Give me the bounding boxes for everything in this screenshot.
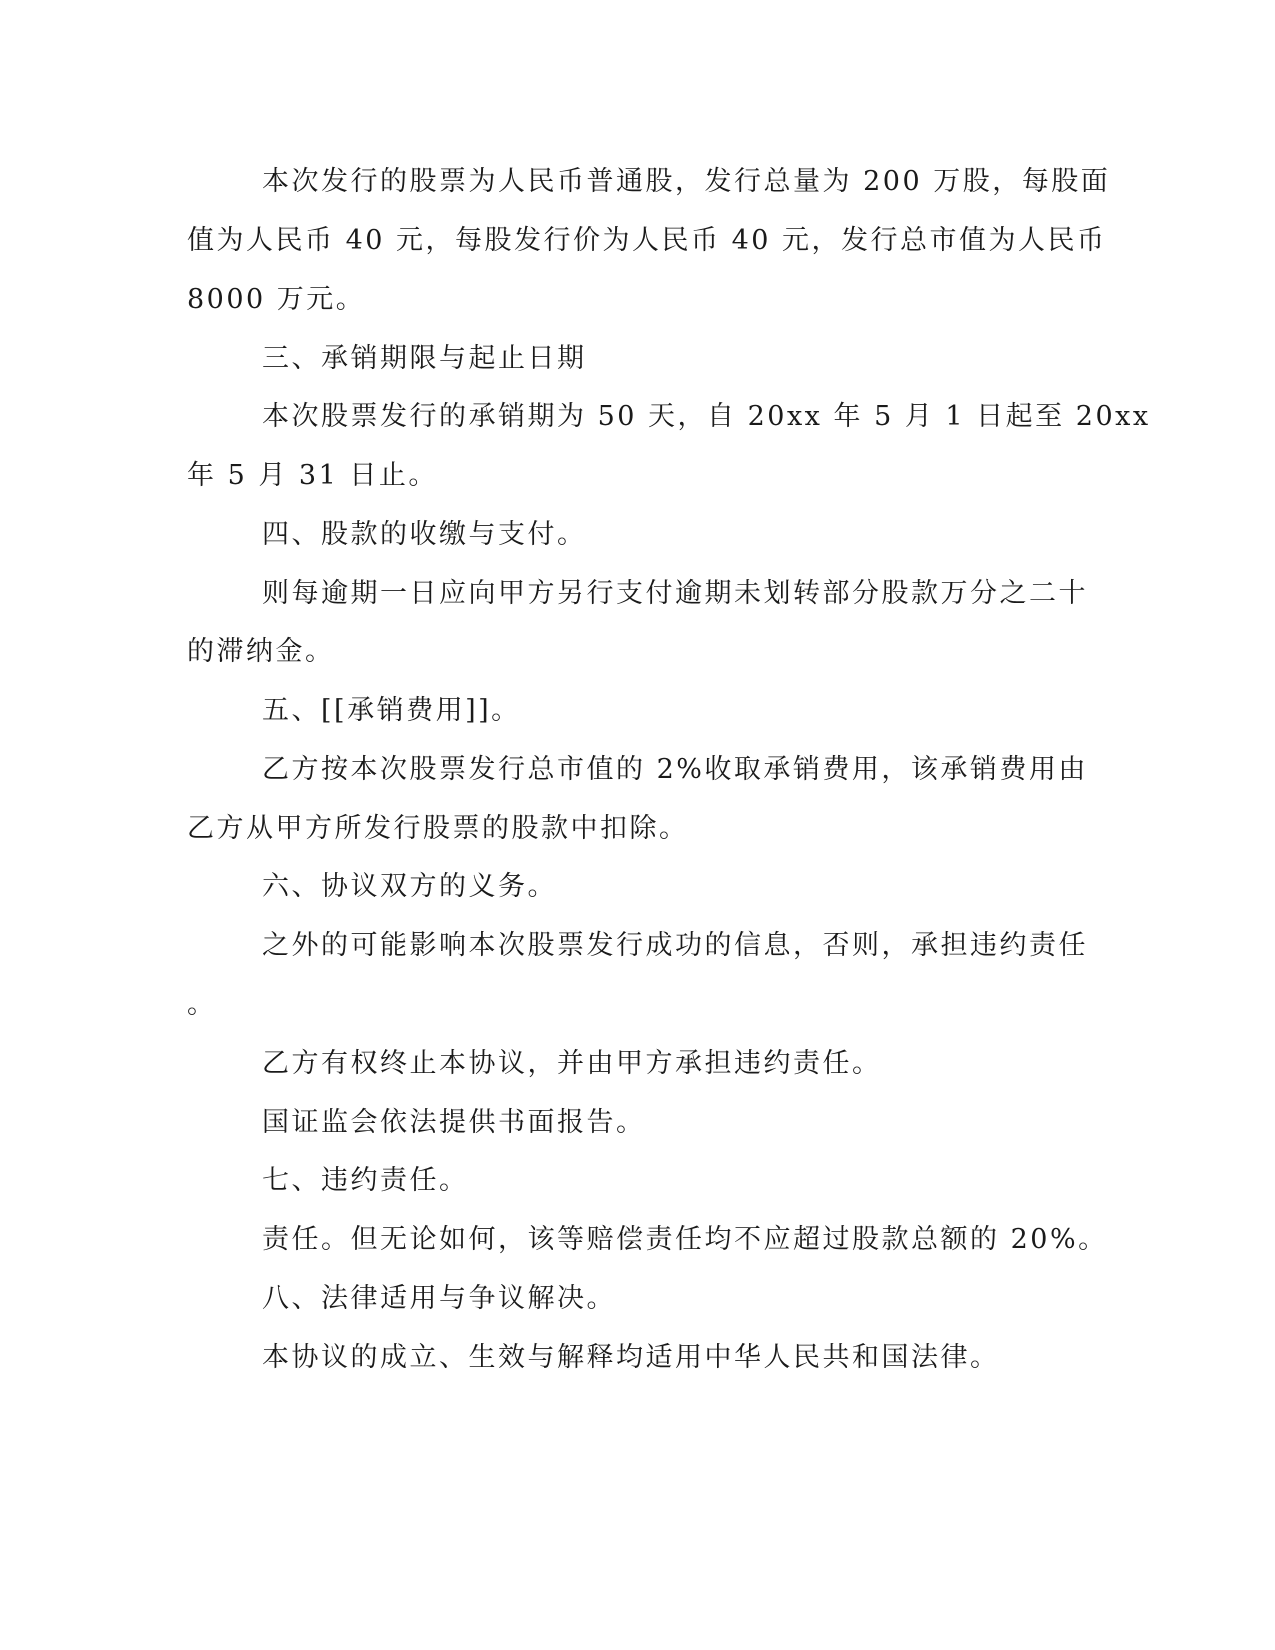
- section-heading: 四、股款的收缴与支付。: [262, 519, 587, 550]
- text-line: 国证监会依法提供书面报告。: [262, 1107, 646, 1138]
- text-line: 乙方有权终止本协议，并由甲方承担违约责任。: [262, 1048, 882, 1079]
- text-line: 乙方从甲方所发行股票的股款中扣除。: [187, 813, 689, 844]
- section-heading: 三、承销期限与起止日期: [262, 343, 587, 374]
- section-heading: 五、[[承销费用]]。: [262, 695, 521, 726]
- text-line: 本次发行的股票为人民币普通股，发行总量为 200 万股，每股面: [262, 166, 1111, 197]
- text-line: 则每逾期一日应向甲方另行支付逾期未划转部分股款万分之二十: [262, 578, 1088, 609]
- text-line: 年 5 月 31 日止。: [187, 460, 438, 491]
- section-heading: 七、违约责任。: [262, 1165, 469, 1196]
- text-line: 乙方按本次股票发行总市值的 2%收取承销费用，该承销费用由: [262, 754, 1088, 785]
- text-line: 之外的可能影响本次股票发行成功的信息，否则，承担违约责任: [262, 930, 1088, 961]
- text-line: 。: [187, 989, 217, 1020]
- text-line: 值为人民币 40 元，每股发行价为人民币 40 元，发行总市值为人民币: [187, 225, 1107, 256]
- text-line: 责任。但无论如何，该等赔偿责任均不应超过股款总额的 20%。: [262, 1224, 1108, 1255]
- text-line: 本次股票发行的承销期为 50 天，自 20xx 年 5 月 1 日起至 20xx: [262, 401, 1151, 432]
- text-line: 的滞纳金。: [187, 636, 335, 667]
- section-heading: 六、协议双方的义务。: [262, 871, 557, 902]
- section-heading: 八、法律适用与争议解决。: [262, 1283, 616, 1314]
- text-line: 本协议的成立、生效与解释均适用中华人民共和国法律。: [262, 1342, 1000, 1373]
- text-line: 8000 万元。: [187, 284, 366, 315]
